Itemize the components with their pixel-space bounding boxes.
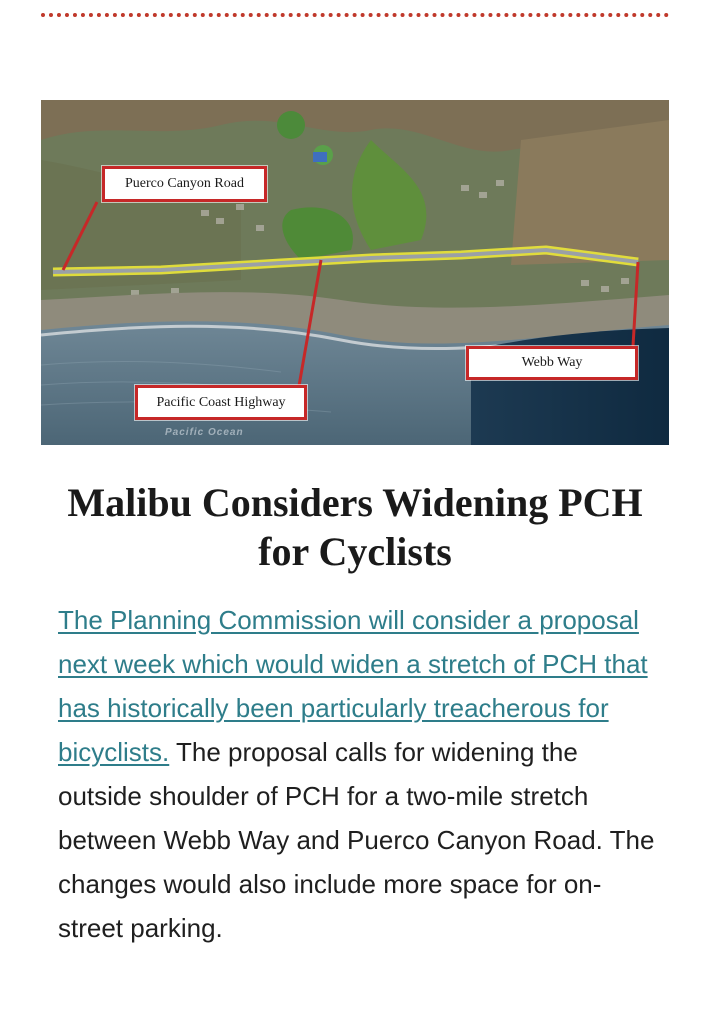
pacific-ocean-caption: Pacific Ocean <box>165 427 244 438</box>
article-body <box>58 598 658 950</box>
planning-commission-link[interactable]: The Planning Commission will consider a proposal next week which would widen a stretch of PCH that has historically been particularly treacherous for bicyclists. <box>58 605 648 767</box>
pacific-coast-highway-label: Pacific Coast Highway <box>135 385 307 420</box>
aerial-map-image <box>41 100 669 445</box>
puerco-canyon-road-label: Puerco Canyon Road <box>102 166 267 202</box>
article-body-text: The proposal calls for widening the outside shoulder of PCH for a two-mile stretch between Webb Way and Puerco Canyon Road. The changes would also include more space for on-street parking. <box>58 737 655 943</box>
article-headline: Malibu Considers Widening PCH for Cyclists <box>67 480 643 574</box>
top-dotted-divider <box>41 13 669 17</box>
webb-way-label: Webb Way <box>466 346 638 380</box>
